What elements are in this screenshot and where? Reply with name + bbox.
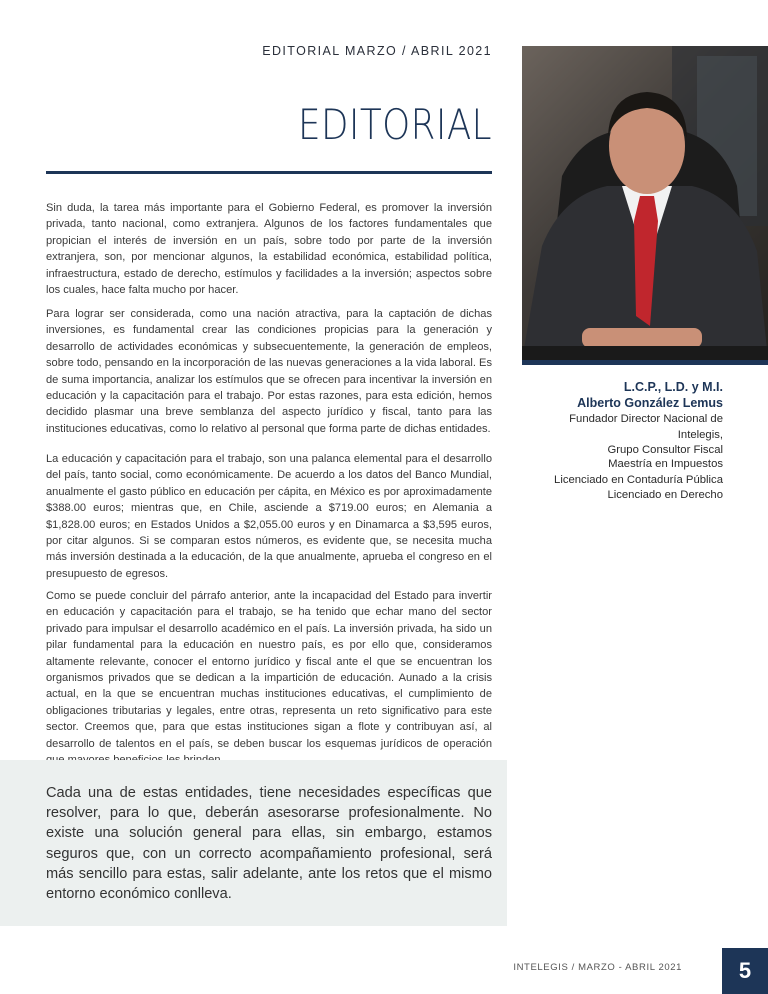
footer-text: INTELEGIS / MARZO - ABRIL 2021	[513, 962, 682, 973]
author-degree-2: Licenciado en Contaduría Pública	[554, 473, 723, 486]
author-role	[522, 412, 723, 459]
header-label: EDITORIAL MARZO / ABRIL 2021	[262, 44, 492, 58]
title-divider	[46, 171, 492, 174]
author-full-name: Alberto González Lemus	[577, 396, 723, 410]
pull-quote-text: Cada una de estas entidades, tiene necesidades específicas que resolver, para lo que, deberán asesorarse profesionalmente. No existe una solución general para ellas, sin embargo, estamos seguros que, con un correcto acompañamiento profesional, será más sencillo para estas, salir adelante, ante los retos que el mismo entorno económico conlleva.	[46, 785, 492, 903]
author-role-line2: Grupo Consultor Fiscal	[607, 444, 723, 457]
body-paragraph-3: La educación y capacitación para el trabajo, son una palanca elemental para el desarrollo del país, tanto social, como económicamente. De acuerdo a los datos del Banco Mundial, anualmente el gasto público en educación per cápita, en México es por aproximadamente $388.00 euros; mientras que, en Chile, asciende a $719.00 euros; en Alemania a $1,828.00 euros; en Estados Unidos a $2,055.00 euros y en Dinamarca a $3,595 euros, por citar algunos. Si se comparan estos números, es evidente que, se necesita mucha más inversión destinada a la educación, de la que anualmente, aprueba el congreso en el presupuesto de egresos.	[46, 453, 492, 580]
body-paragraph-4: Como se puede concluir del párrafo anterior, ante la incapacidad del Estado para invertir en educación y capacitación para el trabajo, se ha tenido que echar mano del sector privado para impulsar el desarrollo académico en el país. La inversión privada, ha sido un pilar fundamental para la educación en nuestro país, es por ello que, consideramos altamente relevante, conocer el entorno jurídico y fiscal ante el que se encuentran los organismos privados que se dedican a la impartición de educación. Aunado a la crisis actual, en la que se encuentran muchas instituciones educativas, el cumplimiento de obligaciones tributarias y legales, entre otras, representa un reto significativo para este sector. Creemos que, para que estas instituciones sigan a flote y contribuyan así, al desarrollo de talentos en el país, se deben buscar los esquemas jurídicos de operación	[46, 590, 492, 750]
body-paragraph-1: Sin duda, la tarea más importante para el Gobierno Federal, es promover la inversión privada, tanto nacional, como extranjera. Algunos de los factores fundamentales que propician el interés de inversión en un país, sobre todo por parte de la inversión extranjera, son, por mencionar algunos, la estabilidad económica, estabilidad política, infraestructura, estado de derecho, estímulos y facilidades a la inversión; aspectos sobre los cuales, hace falta mucho por hacer.	[46, 202, 492, 297]
page-title: EDITORIAL	[298, 100, 492, 149]
photo-divider	[522, 360, 768, 365]
author-photo	[522, 46, 768, 360]
author-credentials: L.C.P., L.D. y M.I.	[623, 380, 723, 394]
author-role-line1: Fundador Director Nacional de Intelegis,	[569, 413, 723, 441]
body-paragraph-2: Para lograr ser considerada, como una nación atractiva, para la captación de dichas inversiones, es fundamental crear las condiciones propicias para la generación y desarrollo de actividades económicas y subsecuentemente, la generación de empleos, sobre todo, pensando en la incorporación de las nuevas generaciones a la vida laboral. Es de suma importancia, analizar los estímulos que se ofrecen para incentivar la inversión en educación y la capacitación para el trabajo. Por estas razones, para esta edición, hemos decidido plasmar una breve semblanza del aspecto jurídico y fiscal, tanto para las instituciones educativas, como lo relativo al personal que forma parte de dichas entidades.	[46, 308, 492, 435]
page-number: 5	[722, 948, 768, 994]
author-name	[522, 379, 723, 411]
author-degree-3: Licenciado en Derecho	[607, 489, 723, 502]
author-degree-1: Maestría en Impuestos	[608, 458, 723, 470]
author-degrees	[522, 457, 723, 504]
portrait-illustration	[522, 46, 768, 360]
